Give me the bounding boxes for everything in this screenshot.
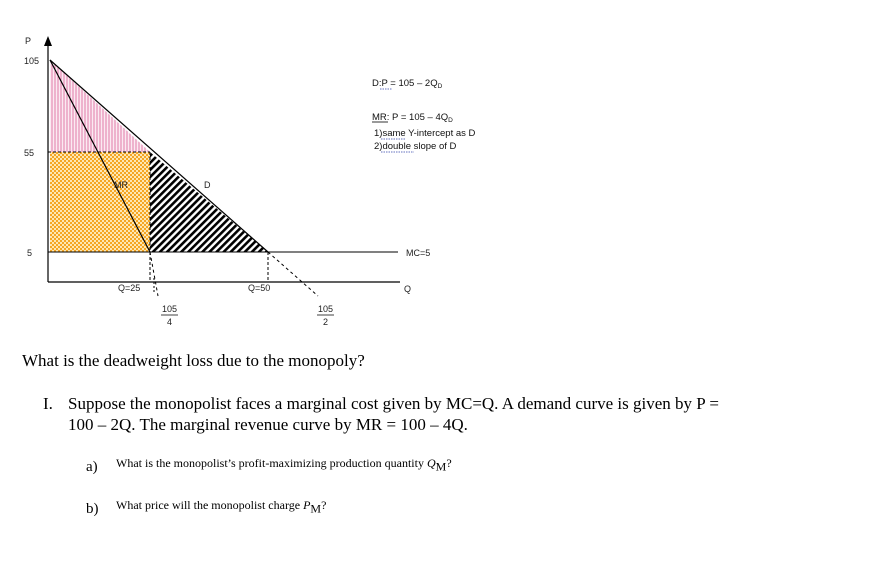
frac2-denominator: 2 <box>323 317 329 327</box>
note-double-slope: 2)double slope of D <box>374 141 457 152</box>
part-a-question: What is the monopolist’s profit-maximizing production quantity $Q_M$? <box>116 456 452 474</box>
tick-55: 55 <box>24 148 35 158</box>
frac1-denominator: 4 <box>167 317 173 327</box>
q25-label: Q=25 <box>118 283 141 293</box>
pm-symbol: P <box>303 498 311 512</box>
problem-roman-numeral: I. <box>43 394 53 413</box>
frac2-numerator: 105 <box>318 304 334 314</box>
mr-equation: MR: $P = 105 - 4Q_D$ <box>372 112 453 124</box>
deadweight-loss-question: What is the deadweight loss due to the monopoly? <box>22 351 365 370</box>
q-axis-label: Q <box>404 284 412 294</box>
mc-label: MC=5 <box>406 248 431 258</box>
demand-equation: D:P = $105 - 2Q_D$ <box>372 78 443 90</box>
pm-subscript: M <box>310 501 322 516</box>
demand-label: D <box>204 180 211 190</box>
q50-label: Q=50 <box>248 283 271 293</box>
problem-line-2: 100 – 2Q. The marginal revenue curve by MR = 100 – 4Q. <box>68 415 468 434</box>
part-b-label: b) <box>86 501 99 517</box>
p-axis-arrow-icon <box>44 36 52 46</box>
part-b-question: What price will the monopolist charge $P_M$? <box>116 498 327 516</box>
tick-105: 105 <box>24 56 40 66</box>
tick-5: 5 <box>27 248 33 258</box>
problem-line-1: Suppose the monopolist faces a marginal cost given by MC=Q. A demand curve is given by P = <box>68 394 719 413</box>
profit-area <box>50 152 150 252</box>
part-a-label: a) <box>86 459 98 475</box>
qm-subscript: M <box>435 459 447 474</box>
p-axis-label: P <box>25 36 32 46</box>
note-same-intercept: 1)same Y-intercept as D <box>374 128 476 139</box>
mr-extension <box>150 252 158 296</box>
qm-symbol: Q <box>426 456 436 470</box>
demand-eq-subscript: D <box>437 83 443 90</box>
demand-extension <box>268 252 318 296</box>
mr-label: MR <box>114 180 128 190</box>
mr-eq-subscript: D <box>448 117 453 124</box>
frac1-numerator: 105 <box>162 304 178 314</box>
